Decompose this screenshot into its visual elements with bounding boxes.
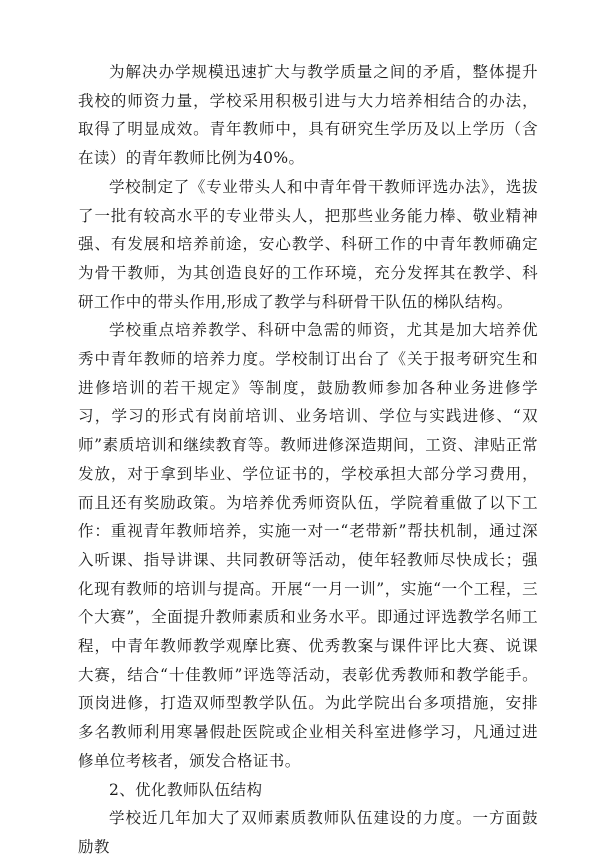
paragraph-backbone-selection: 学校制定了《专业带头人和中青年骨干教师评选办法》，选拔了一批有较高水平的专业带头人，把那些业务能力棒、敬业精神强、有发展和培养前途，安心教学、科研工作的中青年教师确定为骨干教师，为其创造良好的工作环境，充分发挥其在教学、科研工作中的带头作用,形成了教学与科研骨干队伍的梯队结构。 [78,177,538,311]
paragraph-training-measures: 学校重点培养教学、科研中急需的师资，尤其是加大培养优秀中青年教师的培养力度。学校制订出台了《关于报考研究生和进修培训的若干规定》等制度，鼓励教师参加各种业务进修学习，学习的形式有岗前培训、业务培训、学位与实践进修、“双师”素质培训和继续教育等。教师进修深造期间，工资、津贴正常发放，对于拿到毕业、学位证书的，学校承担大部分学习费用，而且还有奖励政策。为培养优秀师资队伍，学院着重做了以下工作：重视青年教师培养，实施一对一“老带新”帮扶机制，通过深入听课、指导讲课、共同教研等活动，使年轻教师尽快成长；强化现有教师的培训与提高。开展“一月一训”，实施“一个工程，三个大赛”，全面提升教师素质和业务水平。即通过评选教学名师工程，中青年教师教学观摩比赛、优秀教案与课件评比大赛、说课大赛，结合“十佳教师”评选等活动，表彰优秀教师和教学能手。顶岗进修，打造双师型教学队伍。为此学院出台多项措施，安排多名教师利用寒暑假赴医院或企业相关科室进修学习，凡通过进修单位考核者，颁发合格证书。 [78,321,538,770]
paragraph-dual-qualified: 学校近几年加大了双师素质教师队伍建设的力度。一方面鼓励教 [78,809,538,856]
paragraph-teacher-recruitment: 为解决办学规模迅速扩大与教学质量之间的矛盾，整体提升我校的师资力量，学校采用积极引进与大力培养相结合的办法，取得了明显成效。青年教师中，具有研究生学历及以上学历（含在读）的青年教师比例为40%。 [78,63,538,168]
section-heading: 2、优化教师队伍结构 [109,780,263,799]
